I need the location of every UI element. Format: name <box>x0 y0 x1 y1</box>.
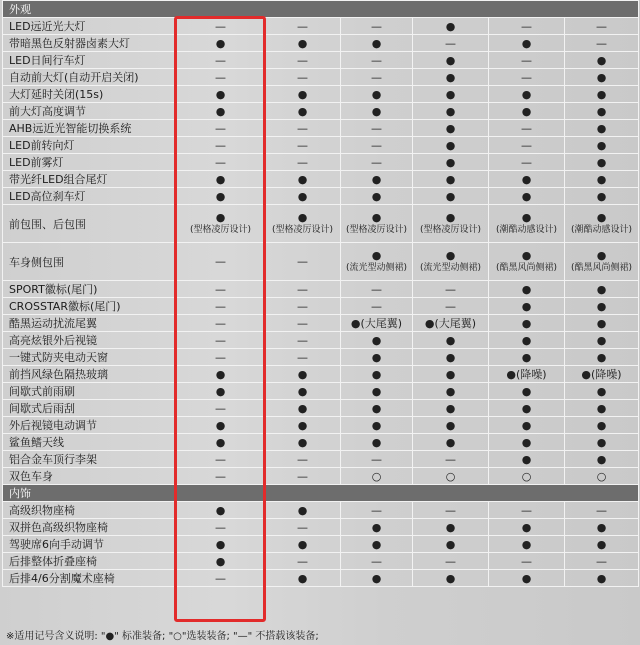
spec-cell: ● <box>413 400 489 417</box>
feature-name: 间歇式后雨刮 <box>3 400 177 417</box>
spec-cell: ● <box>413 366 489 383</box>
spec-cell: ● <box>177 417 265 434</box>
feature-name: CROSSTAR徽标(尾门) <box>3 298 177 315</box>
table-row <box>3 349 639 366</box>
spec-cell: — <box>413 35 489 52</box>
spec-cell: — <box>177 120 265 137</box>
table-row <box>3 35 639 52</box>
spec-cell: — <box>177 137 265 154</box>
spec-cell: ● <box>341 86 413 103</box>
spec-cell: — <box>265 52 341 69</box>
spec-cell: — <box>341 137 413 154</box>
spec-cell: ● <box>413 86 489 103</box>
spec-cell: — <box>341 451 413 468</box>
table-row <box>3 502 639 519</box>
spec-cell: ● <box>565 298 639 315</box>
feature-name: LED远近光大灯 <box>3 18 177 35</box>
spec-cell: ● <box>489 519 565 536</box>
spec-cell: ● <box>413 434 489 451</box>
spec-cell: ● <box>413 536 489 553</box>
spec-mark: ● <box>521 248 532 262</box>
spec-note: (型格凌厉设计) <box>189 224 252 235</box>
spec-cell: ● <box>565 519 639 536</box>
spec-mark: ● <box>215 210 226 224</box>
spec-cell: ● <box>565 69 639 86</box>
spec-cell: ● <box>341 519 413 536</box>
spec-cell <box>265 205 341 243</box>
spec-cell: — <box>265 349 341 366</box>
table-row <box>3 553 639 570</box>
spec-cell: ● <box>489 103 565 120</box>
spec-cell: ●(大尾翼) <box>341 315 413 332</box>
feature-name: 双拼色高级织物座椅 <box>3 519 177 536</box>
spec-cell: — <box>489 69 565 86</box>
spec-cell: ● <box>489 35 565 52</box>
spec-cell: — <box>489 120 565 137</box>
spec-cell: — <box>341 18 413 35</box>
spec-cell: — <box>341 281 413 298</box>
table-row <box>3 315 639 332</box>
spec-cell: ● <box>489 417 565 434</box>
spec-cell <box>565 243 639 281</box>
spec-cell: ● <box>565 434 639 451</box>
table-row <box>3 400 639 417</box>
spec-cell: ● <box>177 553 265 570</box>
spec-cell: ● <box>489 383 565 400</box>
feature-name: 后排整体折叠座椅 <box>3 553 177 570</box>
spec-cell: — <box>265 18 341 35</box>
spec-cell: — <box>177 298 265 315</box>
spec-cell: ● <box>565 86 639 103</box>
spec-cell: — <box>565 18 639 35</box>
table-row <box>3 137 639 154</box>
spec-cell: — <box>489 553 565 570</box>
spec-note: (型格凌厉设计) <box>419 224 482 235</box>
spec-cell: — <box>413 281 489 298</box>
spec-cell: — <box>265 519 341 536</box>
spec-cell: — <box>265 298 341 315</box>
section-title: 内饰 <box>3 485 639 502</box>
spec-cell: ● <box>565 536 639 553</box>
spec-cell: ● <box>177 434 265 451</box>
spec-cell: ● <box>413 18 489 35</box>
spec-cell: ● <box>265 536 341 553</box>
spec-cell: ● <box>565 349 639 366</box>
table-row <box>3 451 639 468</box>
spec-cell: ● <box>413 332 489 349</box>
spec-cell: — <box>177 52 265 69</box>
table-row <box>3 205 639 243</box>
spec-cell: ● <box>177 536 265 553</box>
spec-cell: — <box>265 120 341 137</box>
spec-cell: — <box>265 69 341 86</box>
spec-note: (潮酷动感设计) <box>570 224 633 235</box>
spec-cell: ● <box>565 570 639 587</box>
spec-cell: — <box>413 553 489 570</box>
spec-cell: — <box>177 332 265 349</box>
spec-cell: ● <box>489 86 565 103</box>
table-row <box>3 52 639 69</box>
spec-cell: ● <box>565 451 639 468</box>
spec-cell: ● <box>413 137 489 154</box>
feature-name: 自动前大灯(自动开启关闭) <box>3 69 177 86</box>
spec-cell: ●(大尾翼) <box>413 315 489 332</box>
spec-cell: ● <box>265 417 341 434</box>
spec-cell: — <box>177 281 265 298</box>
spec-note: (酷黑风尚侧裙) <box>570 262 633 273</box>
spec-cell: ● <box>565 281 639 298</box>
spec-cell: ● <box>489 171 565 188</box>
spec-cell: ● <box>341 332 413 349</box>
spec-cell: ○ <box>413 468 489 485</box>
spec-cell: ● <box>341 400 413 417</box>
spec-cell: — <box>489 18 565 35</box>
spec-cell: ● <box>341 536 413 553</box>
spec-cell: ● <box>489 332 565 349</box>
spec-cell: ● <box>265 502 341 519</box>
spec-cell: ● <box>489 349 565 366</box>
spec-cell: ●(降噪) <box>489 366 565 383</box>
spec-cell: ● <box>341 188 413 205</box>
spec-cell: ● <box>265 400 341 417</box>
table-row <box>3 69 639 86</box>
spec-cell: ● <box>489 188 565 205</box>
table-row <box>3 468 639 485</box>
spec-cell: ● <box>489 570 565 587</box>
spec-cell: ● <box>413 103 489 120</box>
table-row <box>3 519 639 536</box>
spec-cell <box>177 205 265 243</box>
spec-cell <box>265 243 341 281</box>
spec-cell: — <box>265 553 341 570</box>
spec-note: (潮酷动感设计) <box>495 224 558 235</box>
spec-cell: ● <box>177 35 265 52</box>
section-header <box>3 1 639 18</box>
spec-cell: — <box>413 502 489 519</box>
table-row <box>3 18 639 35</box>
table-row <box>3 298 639 315</box>
spec-cell: ● <box>565 171 639 188</box>
spec-note: (型格凌厉设计) <box>345 224 408 235</box>
spec-cell: ● <box>413 417 489 434</box>
spec-cell <box>341 205 413 243</box>
spec-cell: ● <box>565 154 639 171</box>
feature-name: 大灯延时关闭(15s) <box>3 86 177 103</box>
spec-cell: ● <box>565 103 639 120</box>
spec-cell: — <box>265 332 341 349</box>
spec-cell: ● <box>177 103 265 120</box>
spec-cell: ● <box>413 52 489 69</box>
table-row <box>3 434 639 451</box>
spec-cell: ● <box>265 383 341 400</box>
spec-cell: — <box>489 154 565 171</box>
feature-name: 带光纤LED组合尾灯 <box>3 171 177 188</box>
spec-cell: — <box>341 154 413 171</box>
spec-cell: ● <box>265 434 341 451</box>
feature-name: 双色车身 <box>3 468 177 485</box>
spec-cell: — <box>341 298 413 315</box>
spec-note: (型格凌厉设计) <box>271 224 334 235</box>
table-row <box>3 366 639 383</box>
spec-mark: ● <box>297 210 308 224</box>
spec-cell: ● <box>489 298 565 315</box>
spec-cell: ● <box>177 366 265 383</box>
spec-cell <box>565 205 639 243</box>
spec-cell: ● <box>489 315 565 332</box>
spec-cell: — <box>489 52 565 69</box>
spec-cell: ● <box>341 366 413 383</box>
spec-cell: ● <box>177 383 265 400</box>
table-row <box>3 536 639 553</box>
spec-cell: — <box>341 553 413 570</box>
feature-name: 带暗黑色反射器卤素大灯 <box>3 35 177 52</box>
spec-cell: ● <box>565 188 639 205</box>
spec-cell: — <box>177 315 265 332</box>
feature-name: 驾驶席6向手动调节 <box>3 536 177 553</box>
spec-cell: ● <box>565 120 639 137</box>
spec-cell: — <box>265 451 341 468</box>
spec-cell: ● <box>413 570 489 587</box>
spec-table <box>2 0 639 587</box>
spec-cell: ● <box>177 171 265 188</box>
feature-name: 外后视镜电动调节 <box>3 417 177 434</box>
table-row <box>3 171 639 188</box>
table-row <box>3 103 639 120</box>
spec-cell: — <box>177 400 265 417</box>
spec-cell: — <box>177 349 265 366</box>
table-row <box>3 281 639 298</box>
spec-cell: ● <box>341 417 413 434</box>
spec-cell: ● <box>265 35 341 52</box>
spec-cell: — <box>565 35 639 52</box>
table-row <box>3 120 639 137</box>
feature-name: 高亮炫银外后视镜 <box>3 332 177 349</box>
table-row <box>3 332 639 349</box>
spec-note: (酷黑风尚侧裙) <box>495 262 558 273</box>
spec-cell: ● <box>413 69 489 86</box>
spec-note: (流光型动侧裙) <box>419 262 482 273</box>
feature-name: 车身侧包围 <box>3 243 177 281</box>
feature-name: 一键式防夹电动天窗 <box>3 349 177 366</box>
spec-cell: ● <box>177 502 265 519</box>
spec-cell: ○ <box>341 468 413 485</box>
spec-cell: ● <box>565 52 639 69</box>
spec-cell: ● <box>413 519 489 536</box>
feature-name: LED前转向灯 <box>3 137 177 154</box>
spec-cell: — <box>177 468 265 485</box>
spec-cell: ● <box>177 86 265 103</box>
spec-cell: — <box>177 154 265 171</box>
spec-cell: ● <box>265 188 341 205</box>
spec-cell: — <box>341 120 413 137</box>
feature-name: LED前雾灯 <box>3 154 177 171</box>
spec-note: (流光型动侧裙) <box>345 262 408 273</box>
feature-name: 高级织物座椅 <box>3 502 177 519</box>
spec-cell: ● <box>265 103 341 120</box>
spec-cell: ● <box>413 349 489 366</box>
spec-mark: — <box>215 254 226 268</box>
spec-cell: ● <box>489 281 565 298</box>
spec-cell: — <box>489 502 565 519</box>
spec-cell: ● <box>489 400 565 417</box>
spec-mark: ● <box>445 248 456 262</box>
table-row <box>3 570 639 587</box>
spec-mark: ● <box>521 210 532 224</box>
spec-cell: — <box>177 18 265 35</box>
spec-cell <box>413 243 489 281</box>
spec-cell: ● <box>413 383 489 400</box>
spec-cell: ● <box>413 188 489 205</box>
spec-cell: ● <box>489 536 565 553</box>
spec-cell: ● <box>565 400 639 417</box>
spec-cell: — <box>413 451 489 468</box>
spec-cell <box>489 243 565 281</box>
spec-cell: — <box>565 502 639 519</box>
feature-name: 酷黑运动扰流尾翼 <box>3 315 177 332</box>
spec-cell: — <box>341 502 413 519</box>
spec-mark: ● <box>596 248 607 262</box>
spec-cell: ● <box>413 120 489 137</box>
spec-cell: — <box>177 69 265 86</box>
spec-mark: ● <box>445 210 456 224</box>
feature-name: 鲨鱼鳍天线 <box>3 434 177 451</box>
table-row <box>3 86 639 103</box>
spec-cell: — <box>413 298 489 315</box>
spec-cell: — <box>265 154 341 171</box>
spec-cell: ● <box>341 171 413 188</box>
spec-cell: ● <box>565 332 639 349</box>
spec-cell: — <box>341 52 413 69</box>
section-title: 外观 <box>3 1 639 18</box>
spec-cell: — <box>265 137 341 154</box>
spec-cell: ● <box>413 171 489 188</box>
spec-cell: ● <box>341 103 413 120</box>
spec-cell: ○ <box>489 468 565 485</box>
spec-cell: ● <box>265 570 341 587</box>
spec-cell: — <box>565 553 639 570</box>
spec-cell: — <box>265 315 341 332</box>
spec-cell: ● <box>265 86 341 103</box>
spec-cell: — <box>489 137 565 154</box>
feature-name: 后排4/6分割魔术座椅 <box>3 570 177 587</box>
section-header <box>3 485 639 502</box>
feature-name: 铝合金车顶行李架 <box>3 451 177 468</box>
feature-name: 前大灯高度调节 <box>3 103 177 120</box>
spec-cell: ● <box>177 188 265 205</box>
spec-cell: — <box>341 69 413 86</box>
table-row <box>3 383 639 400</box>
spec-cell: ● <box>265 366 341 383</box>
spec-cell: ● <box>489 434 565 451</box>
spec-cell: ● <box>341 349 413 366</box>
spec-cell: ● <box>413 154 489 171</box>
spec-cell: ● <box>565 315 639 332</box>
spec-cell <box>177 243 265 281</box>
spec-cell: ● <box>565 417 639 434</box>
feature-name: 间歇式前雨刷 <box>3 383 177 400</box>
spec-cell <box>413 205 489 243</box>
spec-mark: ● <box>371 248 382 262</box>
feature-name: 前挡风绿色隔热玻璃 <box>3 366 177 383</box>
feature-name: SPORT徽标(尾门) <box>3 281 177 298</box>
spec-cell: ○ <box>565 468 639 485</box>
spec-cell: ● <box>489 451 565 468</box>
spec-cell: — <box>265 468 341 485</box>
feature-name: LED日间行车灯 <box>3 52 177 69</box>
footnote: ※适用记号含义说明: "●" 标准装备; "○"选装装备; "—" 不搭载该装备; <box>6 631 319 642</box>
table-row <box>3 154 639 171</box>
spec-cell: — <box>265 281 341 298</box>
spec-cell: ●(降噪) <box>565 366 639 383</box>
spec-cell: — <box>177 451 265 468</box>
spec-mark: — <box>297 254 308 268</box>
feature-name: 前包围、后包围 <box>3 205 177 243</box>
spec-cell: ● <box>341 434 413 451</box>
spec-mark: ● <box>371 210 382 224</box>
feature-name: LED高位刹车灯 <box>3 188 177 205</box>
spec-cell: ● <box>265 171 341 188</box>
spec-mark: ● <box>596 210 607 224</box>
table-row <box>3 417 639 434</box>
spec-cell: ● <box>565 137 639 154</box>
spec-cell: — <box>177 570 265 587</box>
table-row <box>3 243 639 281</box>
spec-cell: ● <box>341 35 413 52</box>
spec-cell: ● <box>341 383 413 400</box>
table-row <box>3 188 639 205</box>
spec-cell <box>489 205 565 243</box>
spec-cell <box>341 243 413 281</box>
spec-cell: ● <box>565 383 639 400</box>
spec-cell: — <box>177 519 265 536</box>
spec-cell: ● <box>341 570 413 587</box>
feature-name: AHB远近光智能切换系统 <box>3 120 177 137</box>
